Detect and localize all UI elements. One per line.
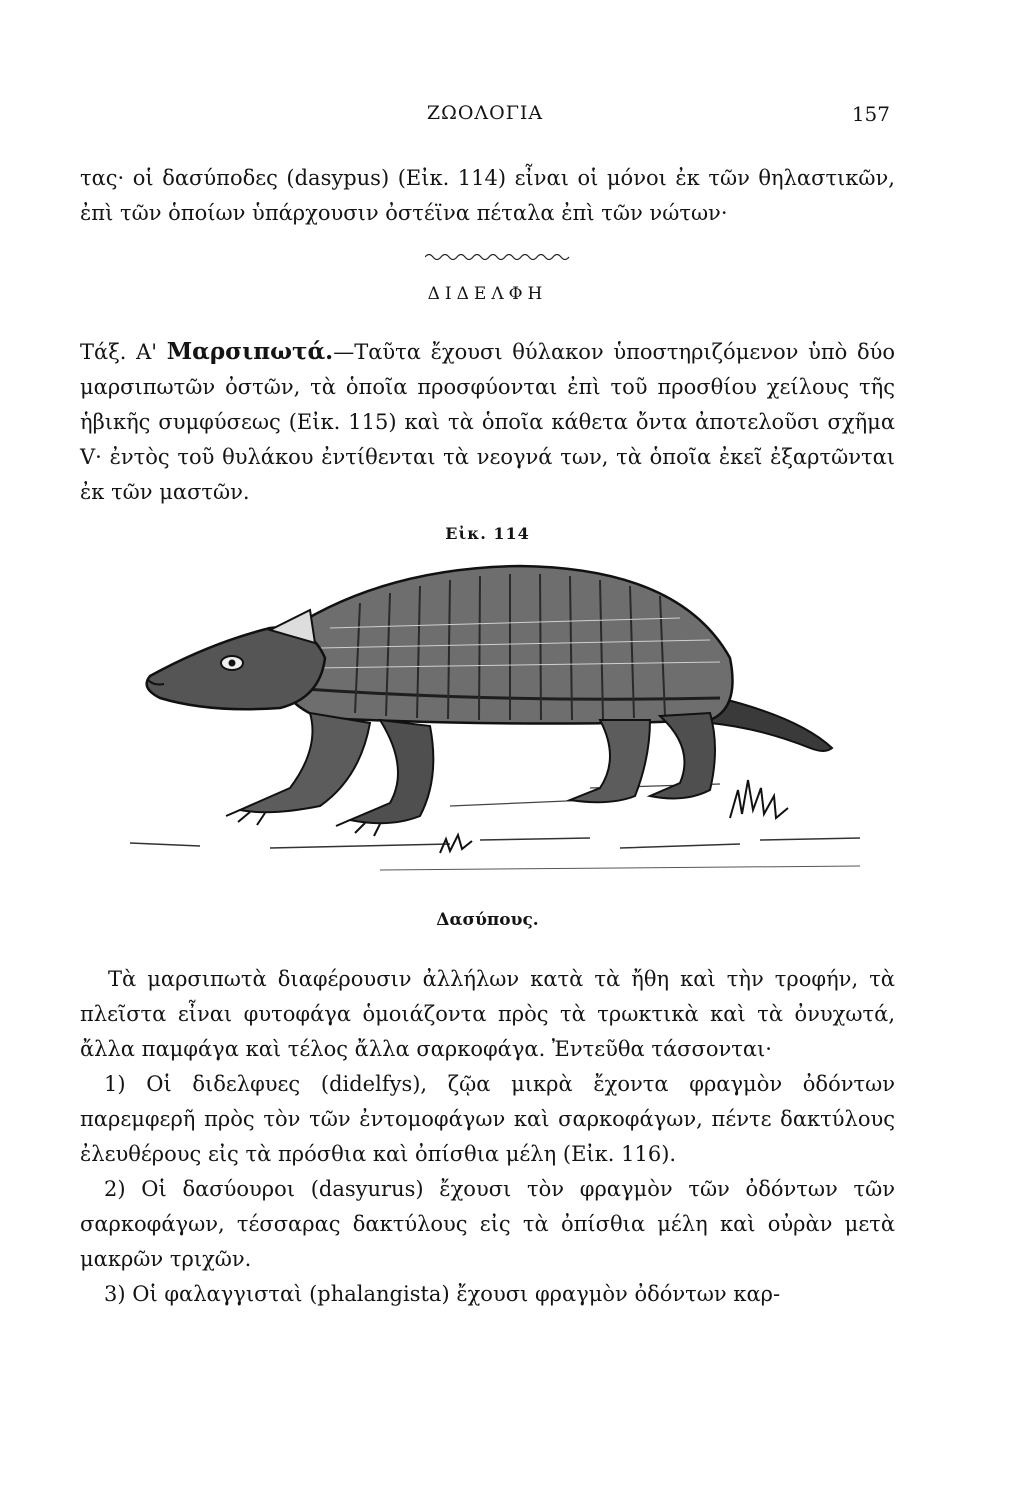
list-item-phalangista: 3) Οἱ φαλαγγισταὶ (phalangista) ἔχουσι φραγμὸν ὀδόντων καρ-: [104, 1282, 781, 1306]
order-paragraph-block: [80, 334, 895, 510]
page-header: [80, 102, 890, 132]
armadillo-illustration: [120, 548, 880, 888]
order-label: Τάξ. Α': [80, 340, 158, 364]
body-paragraph: Τὰ μαρσιπωτὰ διαφέρουσιν ἀλλήλων κατὰ τὰ ἤθη καὶ τὴν τροφήν, τὰ πλεῖστα εἶναι φυτοφάγα ὁμοιάζοντα πρὸς τὰ τρωκτικὰ καὶ τὰ ὀνυχωτά, ἄλλα παμφάγα καὶ τέλος ἄλλα σαρκοφάγα. Ἐντεῦθα τάσσονται·: [80, 967, 895, 1061]
running-title: ΖΩΟΛΟΓΙΑ: [426, 102, 544, 124]
page-number: 157: [851, 102, 890, 126]
figure-caption: Δασύπους.: [436, 910, 539, 930]
list-item-dasyurus: 2) Οἱ δασύουροι (dasyurus) ἔχουσι τὸν φραγμὸν τῶν ὀδόντων τῶν σαρκοφάγων, τέσσαρας δακτύλους εἰς τὰ ὀπίσθια μέλη καὶ οὐρὰν μετὰ μακρῶν τριχῶν.: [80, 1177, 895, 1271]
order-name: Μαρσιπωτά.: [166, 338, 334, 365]
figure-label: Εἰκ. 114: [445, 524, 530, 543]
wavy-divider: [425, 250, 570, 264]
list-item-didelfys: 1) Οἱ διδελφυες (didelfys), ζῷα μικρὰ ἔχοντα φραγμὸν ὀδόντων παρεμφερῆ πρὸς τὸν τῶν ἐντομοφάγων καὶ σαρκοφάγων, πέντε δακτύλους ἐλευθέρους εἰς τὰ πρόσθια καὶ ὀπίσθια μέλη (Εἰκ. 116).: [80, 1072, 895, 1166]
intro-paragraph-block: [80, 161, 895, 231]
body-text-block: [80, 962, 895, 1312]
order-text: —Ταῦτα ἔχουσι θύλακον ὑποστηριζόμενον ὑπὸ δύο μαρσιπωτῶν ὀστῶν, τὰ ὁποῖα προσφύονται ἐπὶ τοῦ προσθίου χείλους τῆς ἡβικῆς συμφύσεως (Εἰκ. 115) καὶ τὰ ὁποῖα κάθετα ὄντα ἀποτελοῦσι σχῆμα V· ἐντὸς τοῦ θυλάκου ἐντίθενται τὰ νεογνά των, τὰ ὁποῖα ἐκεῖ ἐξαρτῶνται ἐκ τῶν μαστῶν.: [80, 340, 895, 504]
order-paragraph: [80, 334, 895, 510]
section-title: ΔΙΔΕΛΦΗ: [427, 284, 548, 304]
intro-paragraph: τας· οἱ δασύποδες (dasypus) (Εἰκ. 114) εἶναι οἱ μόνοι ἐκ τῶν θηλαστικῶν, ἐπὶ τῶν ὁποίων ὑπάρχουσιν ὀστέϊνα πέταλα ἐπὶ τῶν νώτων·: [80, 166, 895, 225]
